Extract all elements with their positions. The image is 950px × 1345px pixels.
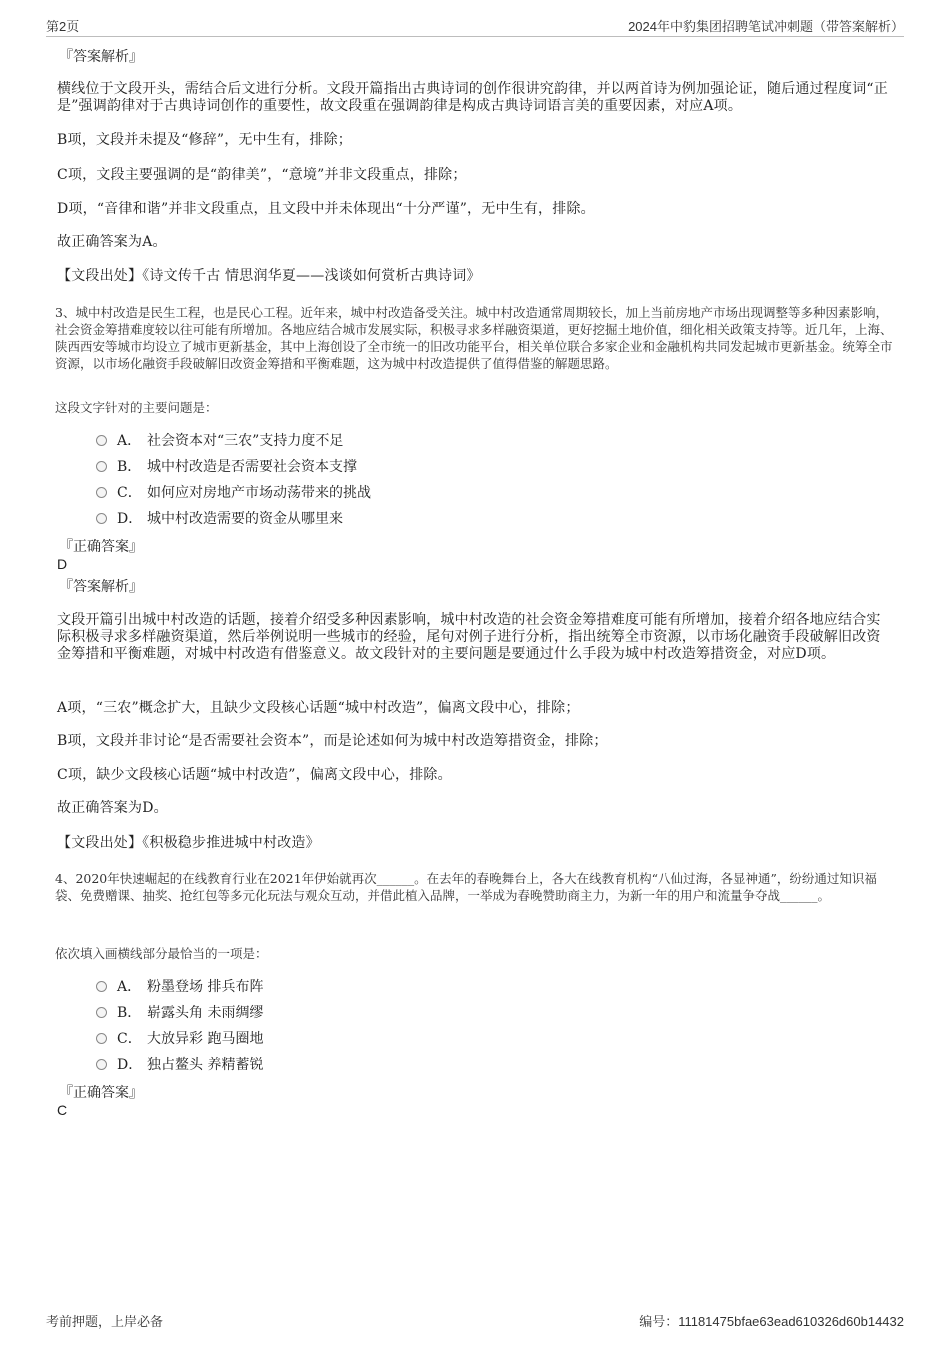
q4-option-b[interactable]: B． 崭露头角 未雨绸缪 <box>96 1004 263 1022</box>
q4-prompt: 依次填入画横线部分最恰当的一项是： <box>55 946 268 961</box>
q3-option-d[interactable]: D． 城中村改造需要的资金从哪里来 <box>96 510 343 528</box>
q3-stem: 3、城中村改造是民生工程，也是民心工程。近年来，城中村改造备受关注。城中村改造通常周期较长，加上当前房地产市场出现调整等多种因素影响，社会资金筹措难度较以往可能有所增加。各地应结合城市发展实际，积极寻求多样融资渠道，更好挖掘土地价值，细化相关政策支持等。近几年，上海、陕西西安等城市均设立了城市更新基金，其中上海创设了全市统一的旧改功能平台，相关单位联合多家企业和金融机构共同发起城市更新基金。统筹全市资源，以市场化融资手段破解旧改资金筹措和平衡难题，这为城中村改造提供了值得借鉴的解题思路。 <box>55 305 893 371</box>
q3-option-a[interactable]: A． 社会资本对“三农”支持力度不足 <box>96 432 343 450</box>
footer-code: 编号：11181475bfae63ead610326d60b14432 <box>639 1314 904 1329</box>
radio-icon[interactable] <box>96 513 107 524</box>
q2-option-d-analysis: D项，“音律和谐”并非文段重点，且文段中并未体现出“十分严谨”，无中生有，排除。 <box>57 201 595 217</box>
radio-icon[interactable] <box>96 435 107 446</box>
q3-answer: D <box>57 556 68 572</box>
q3-conclusion: 故正确答案为D。 <box>57 800 168 816</box>
radio-icon[interactable] <box>96 981 107 992</box>
q4-answer: C <box>57 1102 68 1118</box>
radio-icon[interactable] <box>96 1033 107 1044</box>
radio-icon[interactable] <box>96 1007 107 1018</box>
q2-option-c-analysis: C项，文段主要强调的是“韵律美”，“意境”并非文段重点，排除； <box>57 167 467 183</box>
q3-prompt: 这段文字针对的主要问题是： <box>55 400 218 415</box>
q3-option-b[interactable]: B． 城中村改造是否需要社会资本支撑 <box>96 458 357 476</box>
q4-option-a[interactable]: A． 粉墨登场 排兵布阵 <box>96 978 263 996</box>
q2-conclusion: 故正确答案为A。 <box>57 234 167 250</box>
radio-icon[interactable] <box>96 1059 107 1070</box>
footer-slogan: 考前押题，上岸必备 <box>46 1314 164 1329</box>
q2-option-b-analysis: B项，文段并未提及“修辞”，无中生有，排除； <box>57 132 353 148</box>
page-header <box>46 14 904 37</box>
correct-answer-label: 『正确答案』 <box>59 1085 143 1101</box>
correct-answer-label: 『正确答案』 <box>59 539 143 555</box>
analysis-label: 『答案解析』 <box>59 579 143 595</box>
q3-analysis-paragraph: 文段开篇引出城中村改造的话题，接着介绍受多种因素影响，城中村改造的社会资金筹措难度可能有所增加，接着介绍各地应结合实际积极寻求多样融资渠道，然后举例说明一些城市的经验，尾句对例子进行分析，指出统筹全市资源，以市场化融资手段破解旧改资金筹措和平衡难题，对城中村改造有借鉴意义。故文段针对的主要问题是要通过什么手段为城中村改造筹措资金，对应D项。 <box>57 612 881 662</box>
document-title: 2024年中豹集团招聘笔试冲刺题（带答案解析） <box>628 19 904 34</box>
q3-option-c[interactable]: C． 如何应对房地产市场动荡带来的挑战 <box>96 484 371 502</box>
q3-option-c-analysis: C项，缺少文段核心话题“城中村改造”，偏离文段中心，排除。 <box>57 767 452 783</box>
q3-option-b-analysis: B项，文段并非讨论“是否需要社会资本”，而是论述如何为城中村改造筹措资金，排除； <box>57 733 608 749</box>
q3-source: 【文段出处】《积极稳步推进城中村改造》 <box>57 835 320 851</box>
radio-icon[interactable] <box>96 487 107 498</box>
page-footer <box>46 1311 904 1331</box>
page-number: 第2页 <box>46 19 80 34</box>
radio-icon[interactable] <box>96 461 107 472</box>
q4-option-c[interactable]: C． 大放异彩 跑马圈地 <box>96 1030 263 1048</box>
analysis-label: 『答案解析』 <box>59 49 143 65</box>
q2-source: 【文段出处】《诗文传千古 情思润华夏——浅谈如何赏析古典诗词》 <box>57 268 481 284</box>
q2-analysis-paragraph: 横线位于文段开头，需结合后文进行分析。文段开篇指出古典诗词的创作很讲究韵律，并以两首诗为例加强论证，随后通过程度词“正是”强调韵律对于古典诗词创作的重要性，故文段重在强调韵律是构成古典诗词语言美的重要因素，对应A项。 <box>57 81 888 114</box>
q4-stem: 4、2020年快速崛起的在线教育行业在2021年伊始就再次______。在去年的春晚舞台上，各大在线教育机构“八仙过海，各显神通”，纷纷通过知识福袋、免费赠课、抽奖、抢红包等多元化玩法与观众互动，并借此植入品牌，一举成为春晚赞助商主力，为新一年的用户和流量争夺战______。 <box>55 871 877 903</box>
q3-option-a-analysis: A项，“三农”概念扩大，且缺少文段核心话题“城中村改造”，偏离文段中心，排除； <box>57 700 580 716</box>
q4-option-d[interactable]: D． 独占鳌头 养精蓄锐 <box>96 1056 263 1074</box>
